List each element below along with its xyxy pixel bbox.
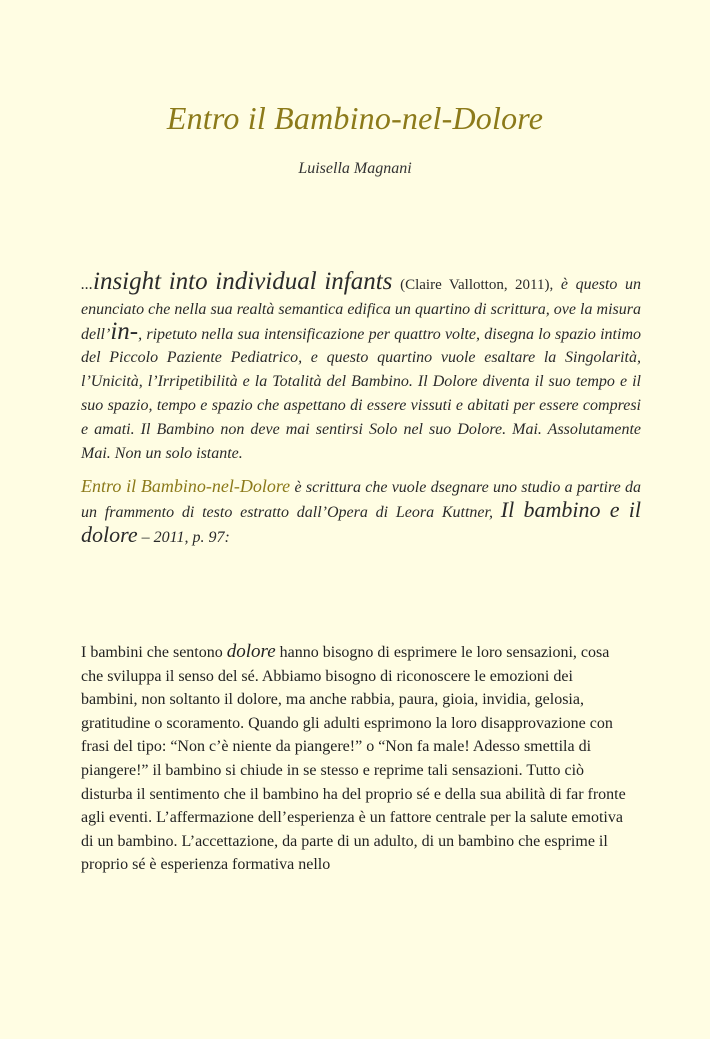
abstract-text-1: è questo un enunciato che nella sua realtà semantica edifica un quartino di scrittura, ove la misura dell’ xyxy=(81,276,642,343)
page-reference: – 2011, p. 97: xyxy=(141,528,230,546)
abstract-text-2: , ripetuto nella sua intensificazione per quattro volte, disegna lo spazio intimo del Piccolo Paziente Pediatrico, e questo quartino vuole esaltare la Singolarità, l’Unicità, l’Irripetibilità e la Totalità del Bambino. Il Dolore diventa il suo tempo e il suo spazio, tempo e spazio che aspettano di essere vissuti e abitati per essere compresi e amati. Il Bambino non deve mai sentirsi Solo nel suo Dolore. Mai. Assolutamente Mai. Non un solo istante. xyxy=(81,325,641,462)
abstract-paragraph-1 xyxy=(81,268,642,465)
word-insight: insight xyxy=(93,268,162,295)
word-dolore: dolore xyxy=(226,641,276,662)
page-title: Entro il Bambino-nel-Dolore xyxy=(166,100,544,136)
abstract-block xyxy=(81,268,642,550)
book-title: Il bambino e il dolore xyxy=(81,497,641,547)
abstract-paragraph-2 xyxy=(81,475,641,549)
word-infants: infants xyxy=(324,268,393,295)
work-title-reference: Entro il Bambino-nel-Dolore xyxy=(81,476,291,497)
abstract-text-3: è scrittura che vuole dsegnare uno studio a partire da un frammento di testo estratto dall’Opera di Leora Kuttner, xyxy=(81,479,642,522)
word-into: into xyxy=(168,268,208,295)
ellipsis: ... xyxy=(81,276,93,293)
author-name: Luisella Magnani xyxy=(298,160,412,177)
word-individual: individual xyxy=(215,268,317,295)
citation: (Claire Vallotton, 2011), xyxy=(400,277,554,293)
quoted-excerpt xyxy=(81,641,631,877)
in-prefix: in- xyxy=(110,317,139,345)
quote-text-2: hanno bisogno di esprimere le loro sensazioni, cosa che sviluppa il senso del sé. Abbiamo bisogno di riconoscere le emozioni dei bambini, non soltanto il dolore, ma anche rabbia, paura, gioia, invidia, gelosia, gratitudine o scoramento. Quando gli adulti esprimono la loro disapprovazione con frasi del tipo: “Non c’è niente da piangere!” o “Non fa male! Adesso smettila di piangere!” il bambino si chiude in se stesso e reprime tali sensazioni. Tutto ciò disturba il sentimento che il bambino ha del proprio sé e della sua abilità di far fronte agli eventi. L’affermazione dell’esperienza è un fattore centrale per la salute emotiva di un bambino. L’accettazione, da parte di un adulto, di un bambino che esprime il proprio sé è esperienza formativa nello xyxy=(81,644,626,874)
quote-text-1: I bambini che sentono xyxy=(81,644,223,661)
